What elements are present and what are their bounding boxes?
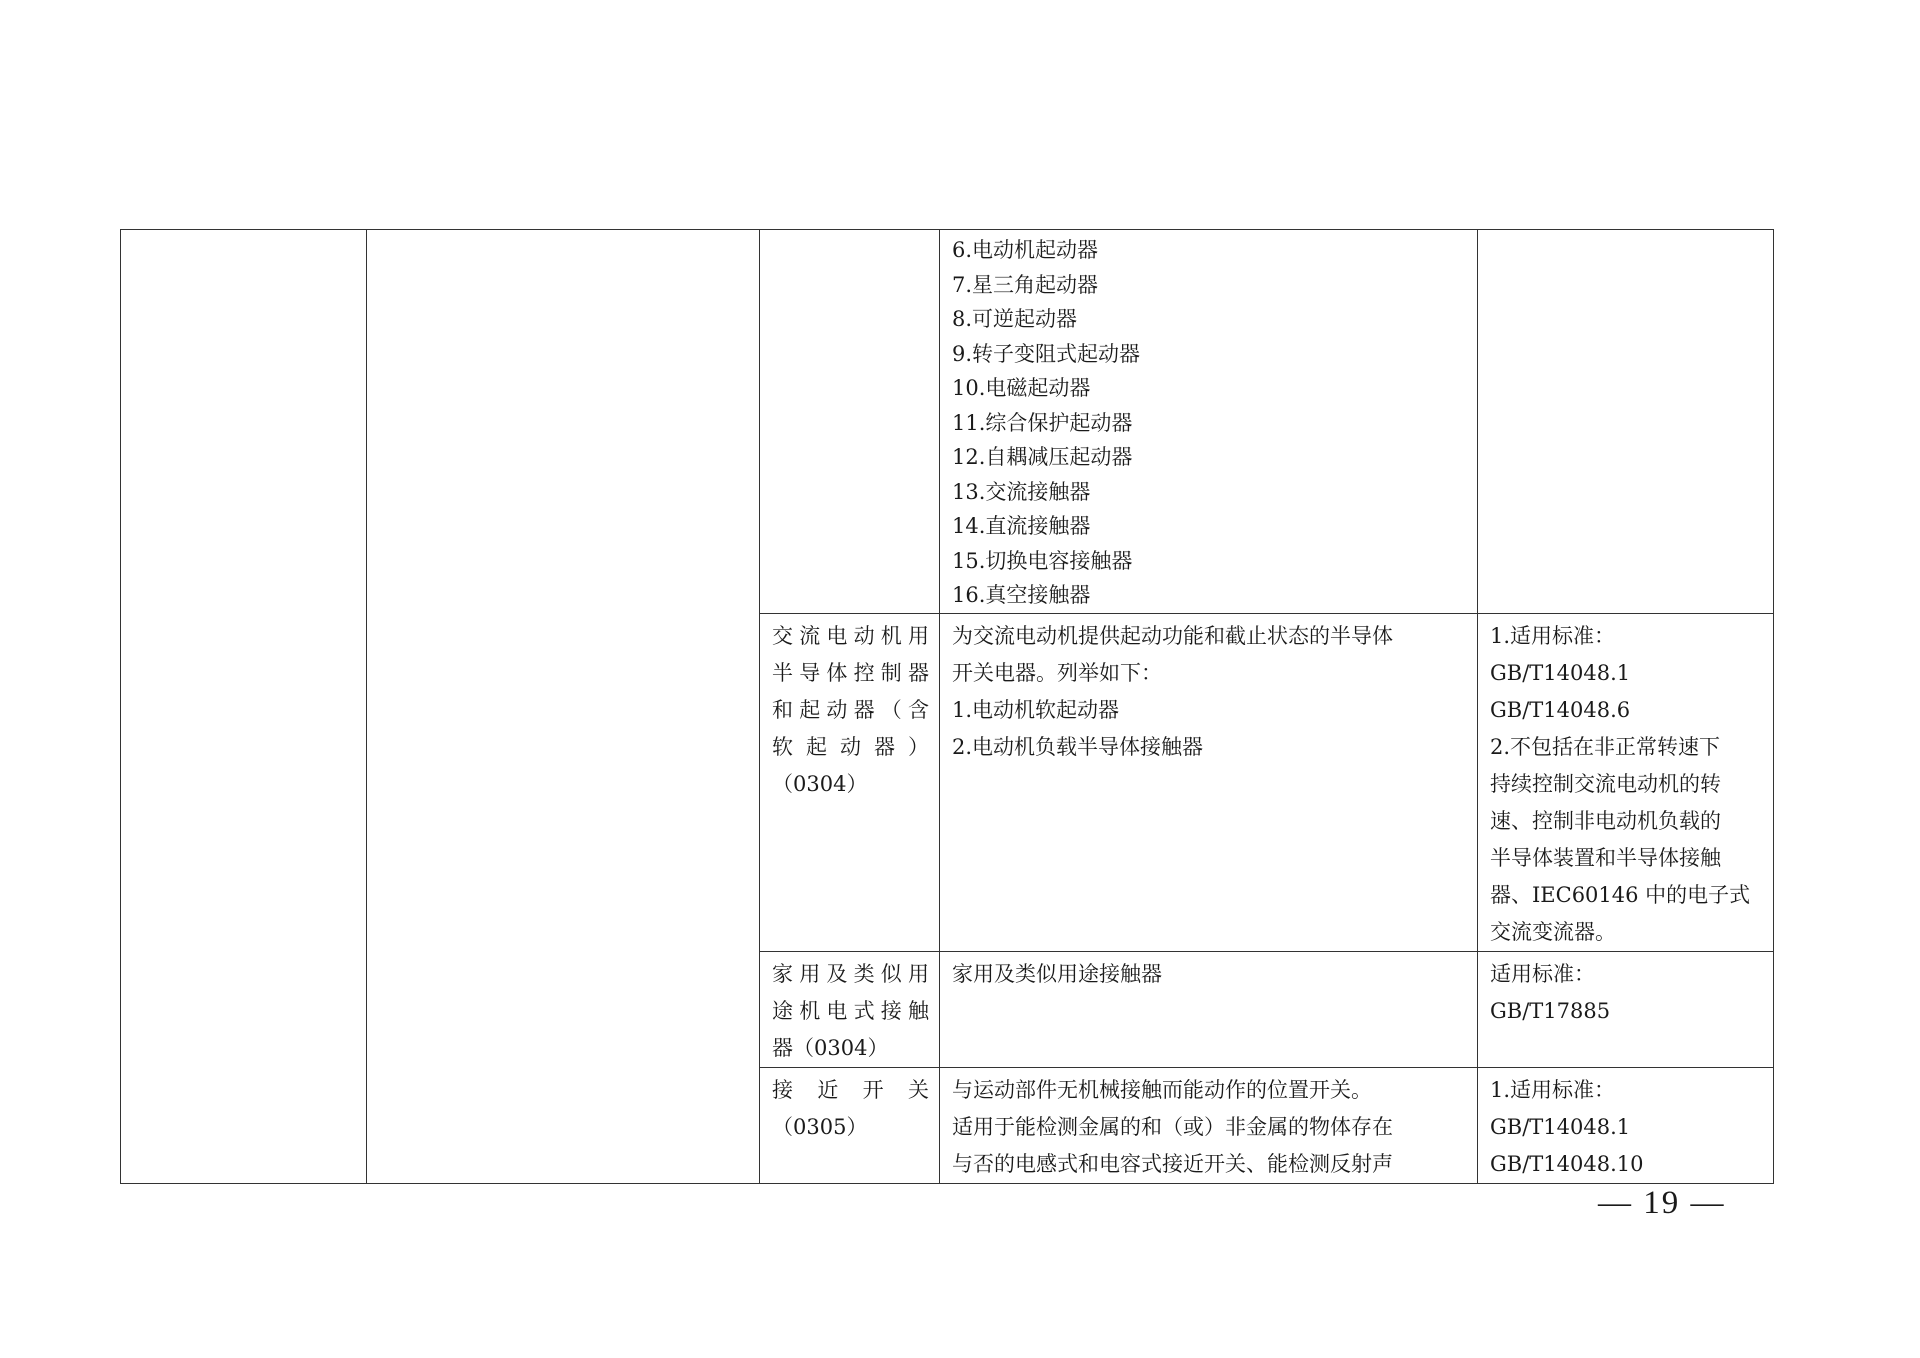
- product-name-line: 软 起 动 器 ）: [772, 734, 929, 759]
- description-line: 适用于能检测金属的和（或）非金属的物体存在: [952, 1114, 1393, 1139]
- standard-code: GB/T14048.1: [1490, 1114, 1631, 1139]
- note-line: 半导体装置和半导体接触: [1490, 845, 1721, 870]
- product-name-line: 途机电式接触: [772, 998, 929, 1023]
- list-item: 13.交流接触器: [952, 479, 1091, 504]
- list-item: 1.电动机软起动器: [952, 697, 1120, 722]
- product-code: （0304）: [772, 771, 868, 796]
- notes-cell: [1478, 230, 1774, 614]
- list-item: 9.转子变阻式起动器: [952, 341, 1141, 366]
- note-line: 持续控制交流电动机的转: [1490, 771, 1721, 796]
- list-item: 6.电动机起动器: [952, 238, 1099, 262]
- product-name-cell: [760, 230, 940, 614]
- list-item: 15.切换电容接触器: [952, 548, 1133, 573]
- list-item: 7.星三角起动器: [952, 272, 1099, 297]
- note-line: 适用标准：: [1490, 961, 1595, 986]
- product-name-line: 器（0304）: [772, 1035, 889, 1060]
- product-name-line: 接 近 开 关: [772, 1077, 929, 1102]
- product-name-cell: [760, 951, 940, 1067]
- notes-cell: [1478, 951, 1774, 1067]
- list-item: 16.真空接触器: [952, 583, 1091, 607]
- product-name-line: 家用及类似用: [772, 961, 929, 986]
- note-line: 交流变流器。: [1490, 919, 1616, 944]
- standard-code: GB/T14048.10: [1490, 1151, 1644, 1176]
- description-cell: [940, 951, 1478, 1067]
- description-line: 开关电器。列举如下：: [952, 660, 1162, 685]
- category-cell: [121, 230, 367, 1184]
- product-name-line: 半导体控制器: [772, 660, 929, 685]
- product-name-line: 交流电动机用: [772, 623, 929, 648]
- description-line: 与否的电感式和电容式接近开关、能检测反射声: [952, 1151, 1393, 1176]
- note-line: 速、控制非电动机负载的: [1490, 808, 1721, 833]
- page-number: — 19 —: [1598, 1185, 1726, 1221]
- product-name-line: 和起动器（含: [772, 697, 929, 722]
- subcategory-cell: [367, 230, 760, 1184]
- note-line: 1.适用标准：: [1490, 623, 1616, 648]
- notes-cell: [1478, 1067, 1774, 1183]
- description-cell: [940, 613, 1478, 951]
- description-line: 家用及类似用途接触器: [952, 961, 1162, 986]
- list-item: 14.直流接触器: [952, 514, 1091, 538]
- note-line: 2.不包括在非正常转速下: [1490, 734, 1721, 759]
- note-line: 器、IEC60146 中的电子式: [1490, 882, 1751, 907]
- standards-table: [120, 229, 1774, 1184]
- description-line: 与运动部件无机械接触而能动作的位置开关。: [952, 1077, 1372, 1102]
- description-cell: [940, 230, 1478, 614]
- notes-cell: [1478, 613, 1774, 951]
- standard-code: GB/T17885: [1490, 998, 1611, 1023]
- table-row: [121, 230, 1774, 614]
- list-item: 11.综合保护起动器: [952, 410, 1133, 435]
- description-cell: [940, 1067, 1478, 1183]
- description-line: 为交流电动机提供起动功能和截止状态的半导体: [952, 623, 1393, 648]
- standard-code: GB/T14048.1: [1490, 660, 1631, 685]
- note-line: 1.适用标准：: [1490, 1077, 1616, 1102]
- list-item: 12.自耦减压起动器: [952, 445, 1133, 469]
- product-code: （0305）: [772, 1114, 868, 1139]
- list-item: 10.电磁起动器: [952, 376, 1091, 400]
- list-item: 2.电动机负载半导体接触器: [952, 734, 1204, 759]
- product-name-cell: [760, 613, 940, 951]
- list-item: 8.可逆起动器: [952, 307, 1078, 331]
- standard-code: GB/T14048.6: [1490, 697, 1631, 722]
- product-name-cell: [760, 1067, 940, 1183]
